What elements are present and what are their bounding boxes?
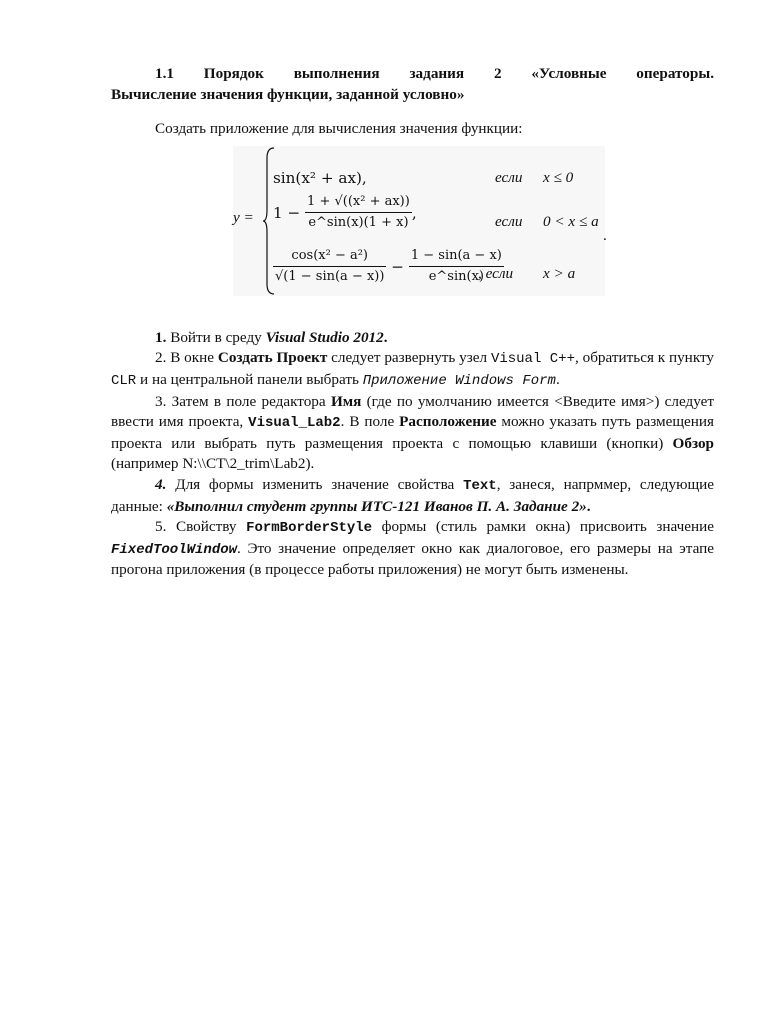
row1-condition-word: если xyxy=(495,168,523,186)
steps-list xyxy=(111,328,714,581)
intro-text: Создать приложение для вычисления значения функции: xyxy=(155,120,523,138)
formula-lhs: y = xyxy=(233,208,254,226)
step-4: 4. Для формы изменить значение свойства Text, занеся, напрммер, следующие данные: «Выполнил студент группы ИТС-121 Иванов П. А. Задание 2». xyxy=(111,475,715,515)
row1-condition: x ≤ 0 xyxy=(543,168,574,186)
row3-condition-word: , если xyxy=(478,264,514,282)
formula-row-2: 1 − $\frac{\text{1 + √((x² + ax))}}{e\^{}\sin(x)(1 + x)}$ , xyxy=(273,192,417,234)
row3-condition: x > a xyxy=(543,264,576,282)
step-1: 1. Войти в среду Visual Studio 2012. xyxy=(155,328,388,346)
formula-row-1: sin(x² + ax), xyxy=(273,168,367,187)
formula-row-3: $\frac{\text{cos(x² − a²)}}{√(1 - \sin(a - x))}$ − $\frac{1 - \sin(a - x)}{e\^{}\sin(x)}$ xyxy=(273,246,504,288)
heading-line-2: Вычисление значения функции, заданной условно» xyxy=(111,85,465,103)
row3-fraction-1: $\frac{\text{cos(x² − a²)}}{√(1 - \sin(a - x))}$ xyxy=(275,247,385,285)
step-2: 2. В окне Создать Проект следует развернуть узел Visual C++, обратиться к пункту CLR и на центральной панели выбрать Приложение Windows Form. xyxy=(111,349,715,389)
heading-line-1: 1.1 Порядок выполнения задания 2 «Условные операторы. xyxy=(155,65,714,82)
row3-fraction-2: $\frac{1 - \sin(a - x)}{e\^{}\sin(x)}$ xyxy=(410,247,502,285)
step-3: 3. Затем в поле редактора Имя (где по умолчанию имеется <Введите имя>) следует ввести имя проекта, Visual_Lab2. В поле Расположение можно указать путь размещения проекта или выбрать путь размещения проекта с помощью клавиши (кнопки) Обзор (например N:\\CT\2_trim\Lab2). xyxy=(111,392,715,473)
formula-end: . xyxy=(603,226,607,244)
row2-condition: 0 < x ≤ a xyxy=(543,212,599,230)
row2-condition-word: если xyxy=(495,212,523,230)
document-page xyxy=(111,64,714,581)
step-5: 5. Свойству FormBorderStyle формы (стиль рамки окна) присвоить значение FixedToolWindow. Это значение определяет окно как диалоговое, его размеры на этапе прогона приложения (в процессе работы приложения) не могут быть изменены. xyxy=(111,518,715,579)
section-heading xyxy=(111,64,714,105)
piecewise-formula xyxy=(233,146,605,296)
row2-fraction: $\frac{\text{1 + √((x² + ax))}}{e\^{}\sin(x)(1 + x)}$ xyxy=(307,193,410,231)
